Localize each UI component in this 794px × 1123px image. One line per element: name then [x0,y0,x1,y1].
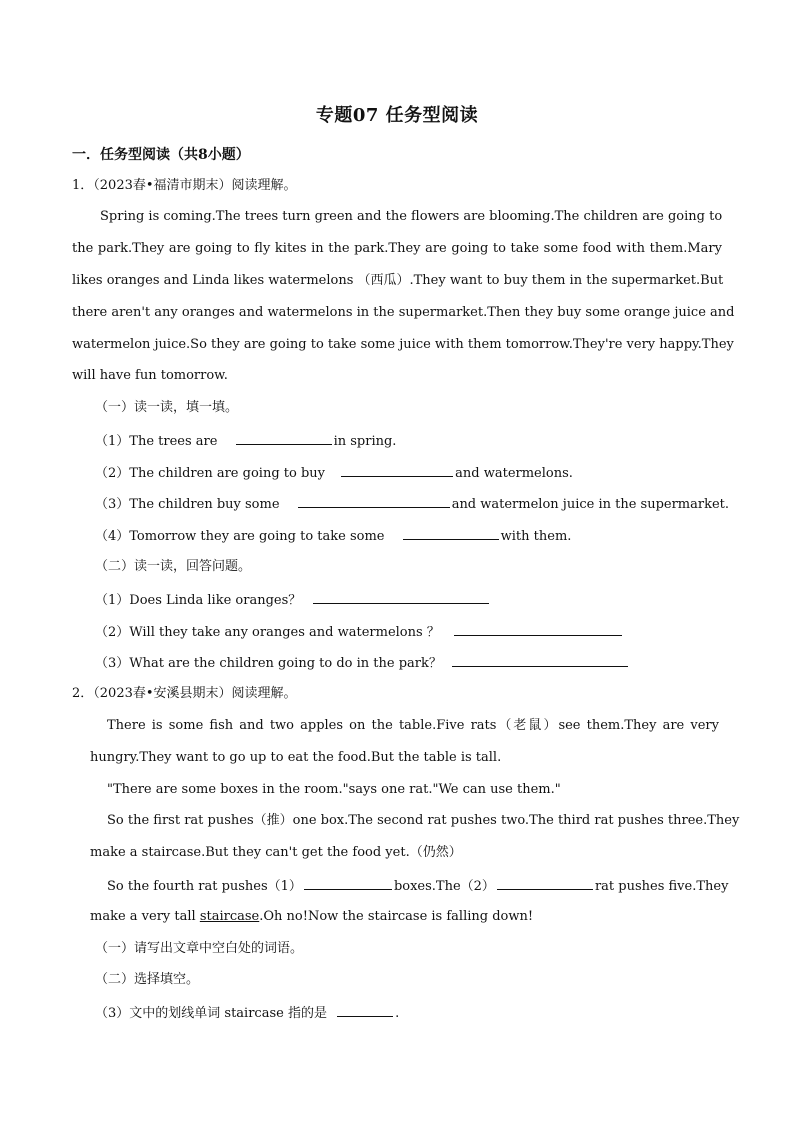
q1-passage-line: watermelon juice.So they are going to take some juice with them tomorrow.They're very happy.They [72,337,734,352]
answer-blank[interactable] [236,430,332,445]
q2-passage-line [107,875,728,897]
section-heading: 一．任务型阅读（共8小题） [72,147,250,163]
q1-passage-line: likes oranges and Linda likes watermelons （西瓜）.They want to buy them in the supermarket.But [72,273,724,288]
question-text: （3）What are the children going to do in the park？ [95,656,442,671]
answer-blank-2[interactable] [497,875,593,890]
q2-passage-line: make a staircase.But they can't get the food yet.（仍然） [90,845,462,860]
q2-passage-line: So the first rat pushes（推）one box.The second rat pushes two.The third rat pushes three.They [107,813,740,828]
task-text: （3）文中的划线单词 staircase 指的是 [95,1006,327,1021]
fill-suffix: and watermelons. [455,466,573,481]
task-suffix: . [395,1006,400,1021]
q2-passage-line [90,907,533,927]
passage-text: rat pushes five.They [594,879,729,894]
q1-question-item [95,652,630,674]
answer-blank[interactable] [313,589,489,604]
question-text: （2）Will they take any oranges and watermelons ？ [95,625,440,640]
q2-task-1: （一）请写出文章中空白处的词语。 [95,941,304,956]
fill-suffix: in spring. [333,434,397,449]
q1-question-item [95,589,491,611]
passage-text: boxes.The（2） [393,879,495,894]
fill-prompt: （4）Tomorrow they are going to take some [95,529,385,544]
q1-header: 1．（2023春•福清市期末）阅读理解。 [72,178,297,193]
q1-passage-line: the park.They are going to fly kites in the park.They are going to take some food with them.Mary [72,241,722,256]
passage-text: .Oh no!Now the staircase is falling down! [259,909,534,924]
q2-task-2: （二）选择填空。 [95,972,200,987]
answer-blank[interactable] [337,1002,393,1017]
answer-blank[interactable] [454,621,622,636]
q1-fill-item [95,525,571,547]
passage-text: make a very tall [90,909,200,924]
passage-text: So the fourth rat pushes（1） [107,879,302,894]
answer-blank[interactable] [403,525,499,540]
answer-blank[interactable] [452,652,628,667]
fill-prompt: （3）The children buy some [95,497,280,512]
q1-fill-item [95,462,573,484]
fill-suffix: with them. [500,529,572,544]
answer-blank[interactable] [341,462,453,477]
q2-passage-line: hungry.They want to go up to eat the food.But the table is tall. [90,750,502,765]
question-text: （1）Does Linda like oranges？ [95,593,302,608]
q1-part2-title: （二）读一读，回答问题。 [95,559,252,574]
answer-blank[interactable] [298,493,450,508]
q1-passage-line: there aren't any oranges and watermelons in the supermarket.Then they buy some orange juice and [72,305,735,320]
q1-question-item [95,621,624,643]
q2-passage-line: "There are some boxes in the room."says one rat."We can use them." [107,782,561,797]
q1-fill-item [95,430,396,452]
q1-passage-line: will have fun tomorrow. [72,368,228,383]
q1-part1-title: （一）读一读，填一填。 [95,400,239,415]
q2-task-3 [95,1002,399,1024]
fill-prompt: （1）The trees are [95,434,218,449]
underlined-word: staircase [199,909,260,924]
page-title: 专题07 任务型阅读 [315,105,479,126]
q2-passage-line: There is some fish and two apples on the table.Five rats（老鼠）see them.They are very [107,718,719,733]
fill-prompt: （2）The children are going to buy [95,466,325,481]
q1-passage-line: Spring is coming.The trees turn green and the flowers are blooming.The children are going to [100,209,723,224]
q1-fill-item [95,493,729,515]
q2-header: 2．（2023春•安溪县期末）阅读理解。 [72,686,297,701]
fill-suffix: and watermelon juice in the supermarket. [451,497,730,512]
answer-blank-1[interactable] [304,875,392,890]
